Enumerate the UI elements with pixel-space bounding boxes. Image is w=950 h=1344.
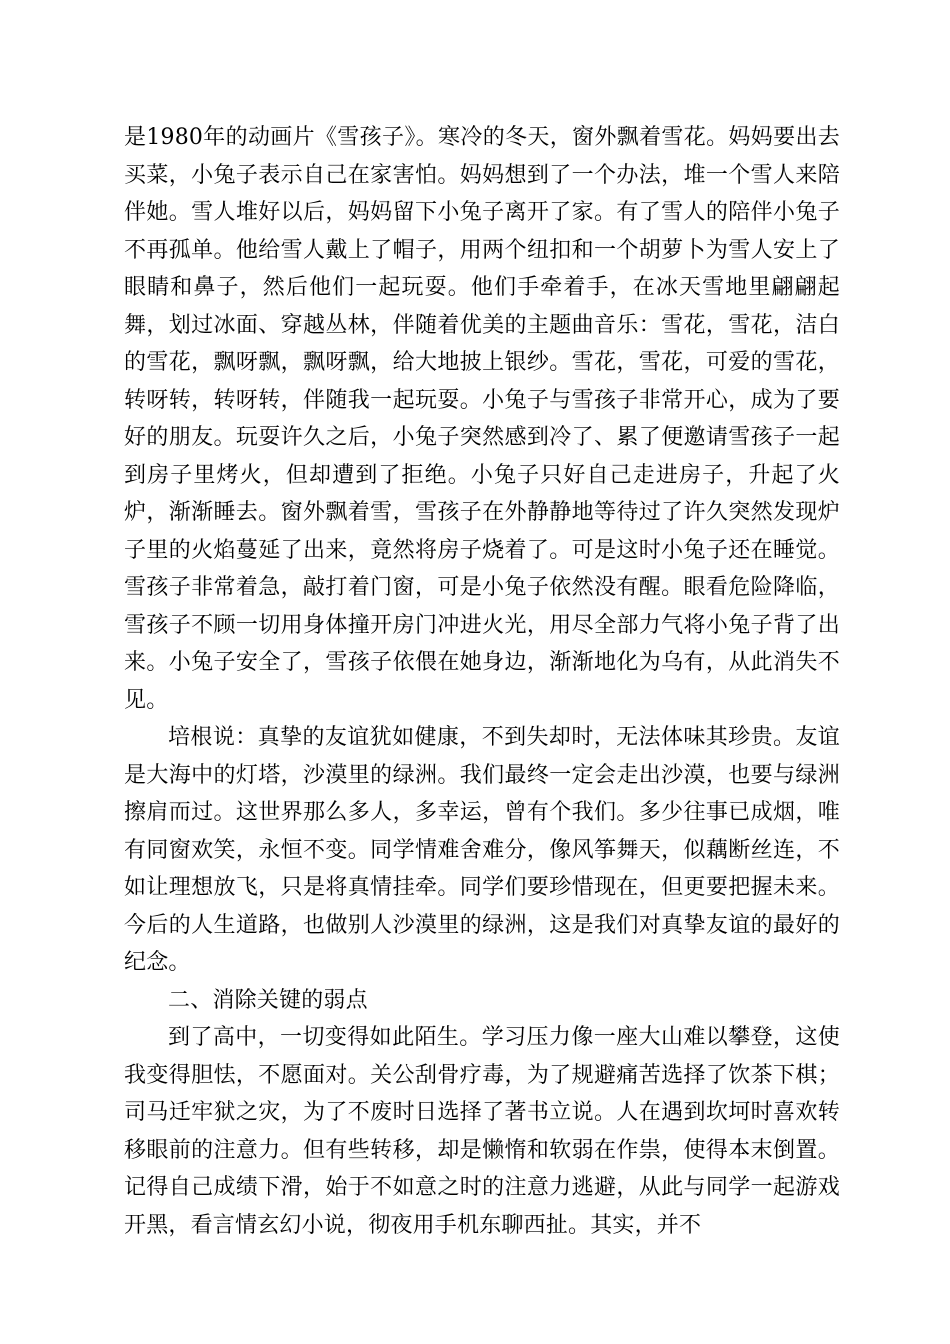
paragraph-friendship: 培根说：真挚的友谊犹如健康，不到失却时，无法体味其珍贵。友谊是大海中的灯塔，沙漠里的绿洲。我们最终一定会走出沙漠，也要与绿洲擦肩而过。这世界那么多人，多幸运，曾有个我们。多少往事已成烟，唯有同窗欢笑，永恒不变。同学情难舍难分，像风筝舞天，似藕断丝连，不如让理想放飞，只是将真情挂牵。同学们要珍惜现在，但更要把握未来。今后的人生道路，也做别人沙漠里的绿洲，这是我们对真挚友谊的最好的纪念。 — [124, 725, 840, 975]
section-heading: 二、消除关键的弱点 — [168, 987, 368, 1013]
paragraph-high-school: 到了高中，一切变得如此陌生。学习压力像一座大山难以攀登，这使我变得胆怯，不愿面对。关公刮骨疗毒，为了规避痛苦选择了饮茶下棋；司马迁牢狱之灾，为了不废时日选择了著书立说。人在遇到坎坷时喜欢转移眼前的注意力。但有些转移，却是懒惰和软弱在作祟，使得本末倒置。记得自己成绩下滑，始于不如意之时的注意力逃避，从此与同学一起游戏开黑，看言情玄幻小说，彻夜用手机东聊西扯。其实，并不 — [124, 1025, 840, 1238]
paragraph-story: 是1980年的动画片《雪孩子》。寒冷的冬天，窗外飘着雪花。妈妈要出去买菜，小兔子表示自己在家害怕。妈妈想到了一个办法，堆一个雪人来陪伴她。雪人堆好以后，妈妈留下小兔子离开了家。有了雪人的陪伴小兔子不再孤单。他给雪人戴上了帽子，用两个纽扣和一个胡萝卜为雪人安上了眼睛和鼻子，然后他们一起玩耍。他们手牵着手，在冰天雪地里翩翩起舞，划过冰面、穿越丛林，伴随着优美的主题曲音乐：雪花，雪花，洁白的雪花，飘呀飘，飘呀飘，给大地披上银纱。雪花，雪花，可爱的雪花，转呀转，转呀转，伴随我一起玩耍。小兔子与雪孩子非常开心，成为了要好的朋友。玩耍许久之后，小兔子突然感到冷了、累了便邀请雪孩子一起到房子里烤火，但却遭到了拒绝。小兔子只好自己走进房子，升起了火炉，渐渐睡去。窗外飘着雪，雪孩子在外静静地等待过了许久突然发现炉子里的火焰蔓延了出来，竟然将房子烧着了。可是这时小兔子还在睡觉。雪孩子非常着急，敲打着门窗，可是小兔子依然没有醒。眼看危险降临，雪孩子不顾一切用身体撞开房门冲进火光，用尽全部力气将小兔子背了出来。小兔子安全了，雪孩子依偎在她身边，渐渐地化为乌有，从此消失不见。 — [124, 125, 840, 713]
document-page — [124, 119, 840, 1244]
